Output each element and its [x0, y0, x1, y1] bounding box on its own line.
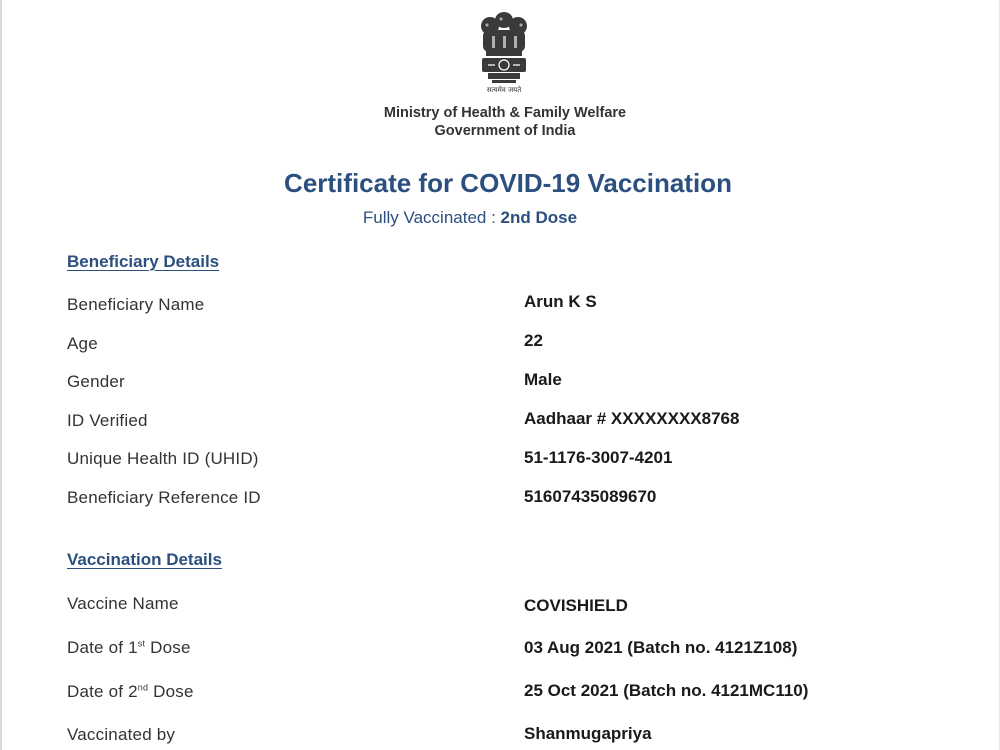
vaccine-name-value: COVISHIELD [524, 596, 628, 615]
vaccinated-by-label: Vaccinated by [67, 725, 176, 744]
vaccination-status [0, 208, 940, 228]
age-label: Age [67, 334, 98, 353]
status-prefix: Fully Vaccinated : [362, 208, 501, 227]
id-verified-value: Aadhaar # XXXXXXXX8768 [524, 409, 740, 428]
gender-label: Gender [67, 372, 125, 391]
emblem-motto: सत्यमेव जयते [486, 86, 522, 94]
gender-value: Male [524, 370, 562, 389]
dose1-label-suffix: Dose [145, 638, 191, 657]
age-value: 22 [524, 331, 543, 350]
dose1-label-ordinal: st [137, 638, 146, 649]
beneficiary-name-value: Arun K S [524, 292, 597, 311]
dose1-date-value: 03 Aug 2021 (Batch no. 4121Z108) [524, 638, 798, 657]
certificate-title: Certificate for COVID-19 Vaccination [284, 168, 732, 198]
ministry-name: Ministry of Health & Family Welfare [383, 105, 627, 121]
dose2-date-value: 25 Oct 2021 (Batch no. 4121MC110) [524, 681, 809, 700]
reference-id-value: 51607435089670 [524, 487, 657, 506]
reference-id-label: Beneficiary Reference ID [67, 488, 261, 507]
page-left-border [0, 0, 2, 750]
dose1-label-text: Date of 1 [67, 638, 138, 657]
issuing-authority [300, 104, 710, 140]
dose2-label-ordinal: nd [137, 682, 149, 693]
uhid-value: 51-1176-3007-4201 [524, 448, 673, 467]
dose2-date-label [67, 682, 194, 702]
beneficiary-details-heading: Beneficiary Details [67, 252, 220, 271]
dose1-date-label [67, 638, 191, 658]
status-dose: 2nd Dose [500, 208, 578, 227]
uhid-label: Unique Health ID (UHID) [67, 449, 259, 468]
dose2-label-text: Date of 2 [67, 682, 138, 701]
dose2-label-suffix: Dose [148, 682, 194, 701]
id-verified-label: ID Verified [67, 411, 148, 430]
government-name: Government of India [434, 123, 576, 139]
vaccination-details-heading: Vaccination Details [67, 550, 222, 569]
beneficiary-name-label: Beneficiary Name [67, 295, 205, 314]
vaccine-name-label: Vaccine Name [67, 594, 179, 613]
vaccinated-by-value: Shanmugapriya [524, 724, 652, 743]
